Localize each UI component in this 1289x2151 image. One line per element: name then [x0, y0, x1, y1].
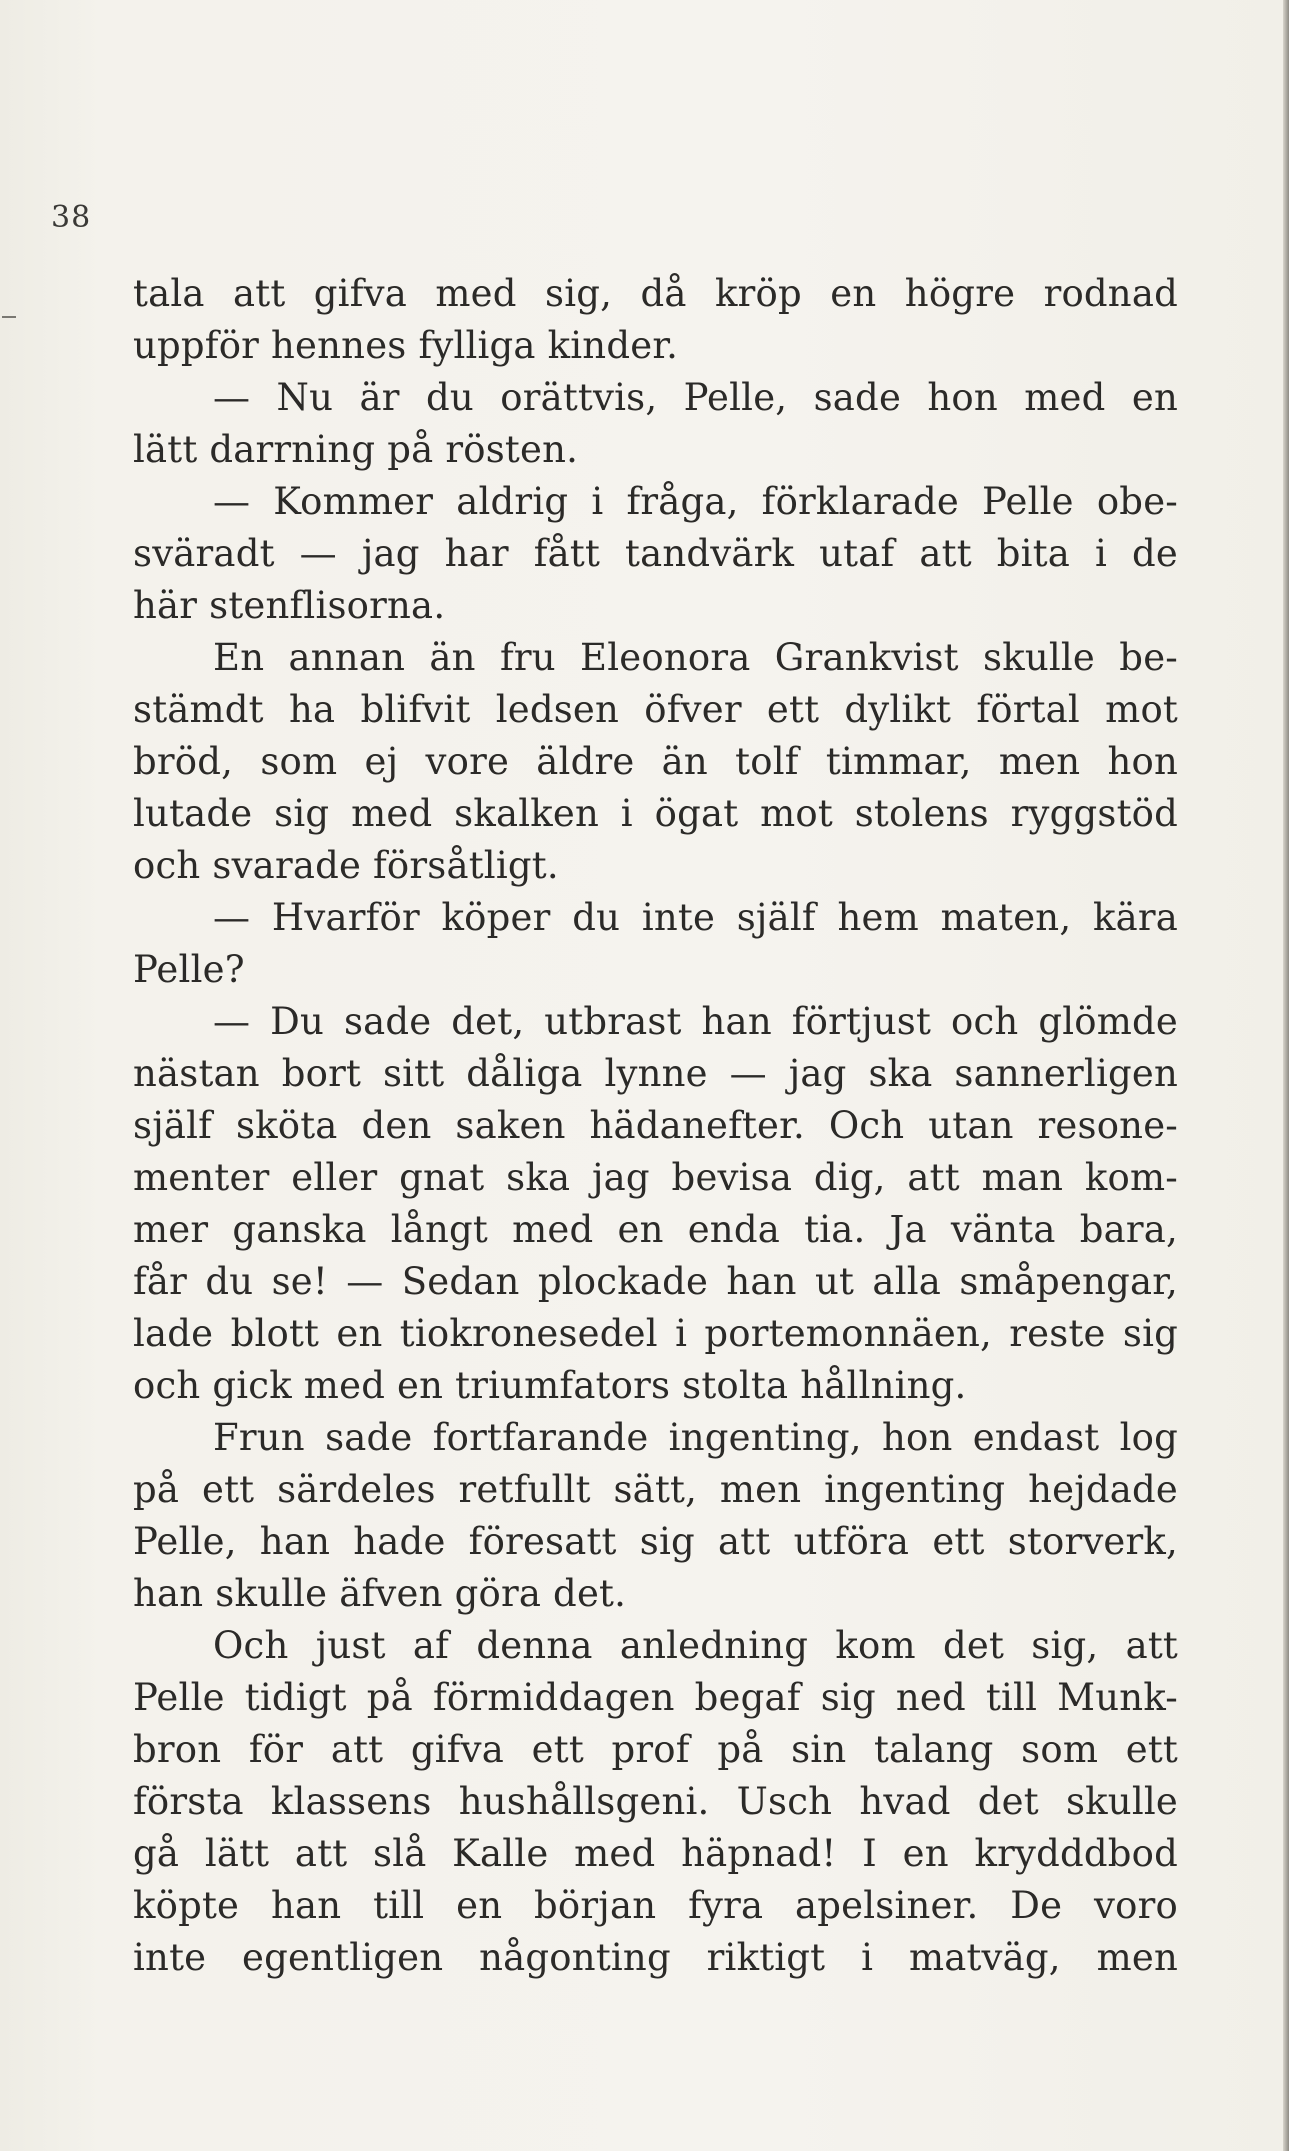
text-line: tala att gifva med sig, då kröp en högre rodnad [133, 272, 1178, 315]
text-line: En annan än fru Eleonora Grankvist skulle be- [213, 636, 1178, 679]
page-edge-shadow [1283, 0, 1289, 2151]
text-line: menter eller gnat ska jag bevisa dig, att man kom- [133, 1156, 1178, 1199]
text-line: här stenflisorna. [133, 584, 446, 627]
text-line: första klassens hushållsgeni. Usch hvad det skulle [133, 1780, 1178, 1823]
text-line: och svarade försåtligt. [133, 844, 559, 887]
text-line: Och just af denna anledning kom det sig, att [213, 1624, 1178, 1667]
text-line: Pelle? [133, 948, 245, 991]
text-line: uppför hennes fylliga kinder. [133, 324, 679, 367]
text-line: och gick med en triumfators stolta hållning. [133, 1364, 967, 1407]
text-line: inte egentligen någonting riktigt i matväg, men [133, 1936, 1178, 1979]
text-line: får du se! — Sedan plockade han ut alla småpengar, [133, 1260, 1178, 1303]
text-line: Pelle tidigt på förmiddagen begaf sig ned till Munk- [133, 1676, 1178, 1719]
text-line: gå lätt att slå Kalle med häpnad! I en krydddbod [133, 1832, 1178, 1875]
text-line: mer ganska långt med en enda tia. Ja vänta bara, [133, 1208, 1178, 1251]
text-line: köpte han till en början fyra apelsiner. De voro [133, 1884, 1178, 1927]
text-line: — Hvarför köper du inte själf hem maten, kära [213, 896, 1178, 939]
text-line: sväradt — jag har fått tandvärk utaf att bita i de [133, 532, 1178, 575]
text-line: han skulle äfven göra det. [133, 1572, 627, 1615]
text-line: lutade sig med skalken i ögat mot stolens ryggstöd [133, 792, 1178, 835]
text-line: Frun sade fortfarande ingenting, hon endast log [213, 1416, 1178, 1459]
text-line: — Nu är du orättvis, Pelle, sade hon med en [213, 376, 1178, 419]
text-line: bron för att gifva ett prof på sin talang som ett [133, 1728, 1178, 1771]
body-text [133, 268, 1178, 1984]
text-line: själf sköta den saken hädanefter. Och utan resone- [133, 1104, 1178, 1147]
text-line: bröd, som ej vore äldre än tolf timmar, men hon [133, 740, 1178, 783]
text-line: nästan bort sitt dåliga lynne — jag ska sannerligen [133, 1052, 1178, 1095]
text-line: stämdt ha blifvit ledsen öfver ett dylikt förtal mot [133, 688, 1178, 731]
text-line: lätt darrning på rösten. [133, 428, 579, 471]
text-line: Pelle, han hade föresatt sig att utföra ett storverk, [133, 1520, 1178, 1563]
margin-mark [2, 316, 16, 318]
text-line: lade blott en tiokronesedel i portemonnäen, reste sig [133, 1312, 1178, 1355]
text-line: på ett särdeles retfullt sätt, men ingenting hejdade [133, 1468, 1178, 1511]
text-line: — Du sade det, utbrast han förtjust och glömde [213, 1000, 1178, 1043]
page-number: 38 [51, 200, 92, 235]
text-line: — Kommer aldrig i fråga, förklarade Pelle obe- [213, 480, 1178, 523]
